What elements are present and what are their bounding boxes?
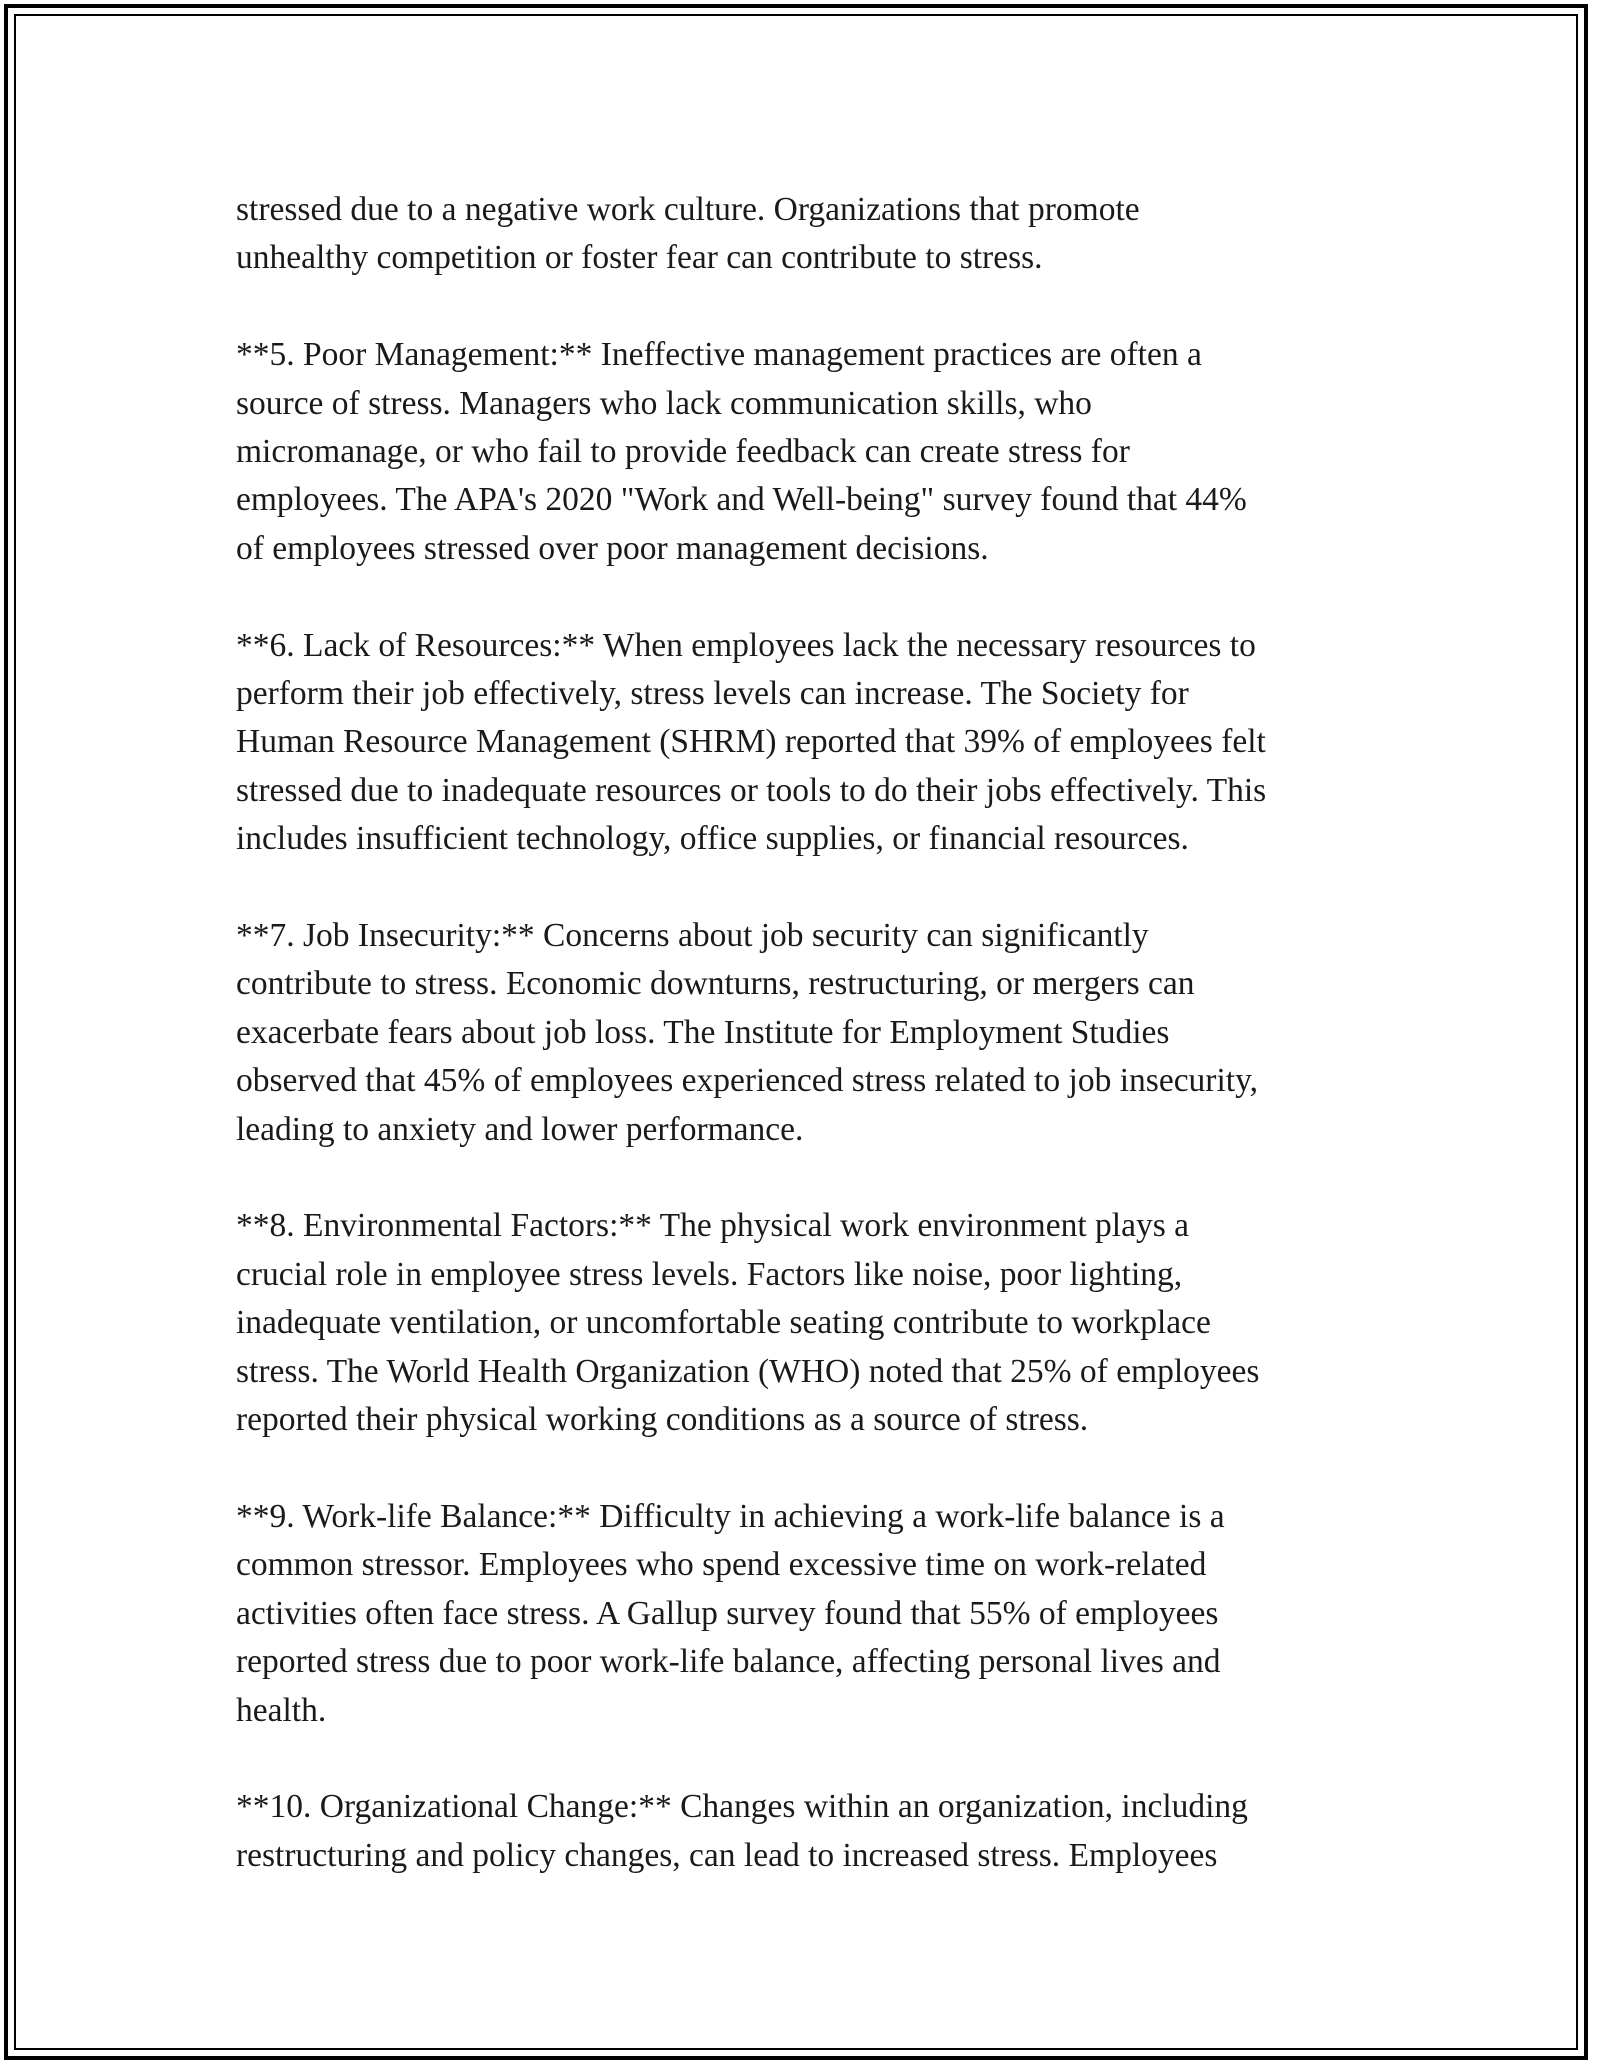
paragraph-organizational-change: **10. Organizational Change:** Changes within an organization, including restructuring and policy changes, can lead to increased stress. Employees xyxy=(236,1788,1248,1874)
paragraph-poor-management: **5. Poor Management:** Ineffective management practices are often a source of stress. Managers who lack communication skills, who micromanage, or who fail to provide feedback can create stress for employees. The APA's 2020 "Work and Well-being" survey found that 44% of employees stressed over poor management decisions. xyxy=(236,336,1247,567)
paragraph-lack-of-resources: **6. Lack of Resources:** When employees lack the necessary resources to perform their job effectively, stress levels can increase. The Society for Human Resource Management (SHRM) reported that 39% of employees felt stressed due to inadequate resources or tools to do their jobs effectively. This includes insufficient technology, office supplies, or financial resources. xyxy=(236,626,1267,858)
document-body xyxy=(236,186,1386,1880)
paragraph-job-insecurity: **7. Job Insecurity:** Concerns about job security can significantly contribute to stress. Economic downturns, restructuring, or mergers can exacerbate fears about job loss. The Institute for Employment Studies observed that 45% of employees experienced stress related to job insecurity, leading to anxiety and lower performance. xyxy=(236,917,1259,1148)
paragraph-work-culture-continued: stressed due to a negative work culture. Organizations that promote unhealthy competition or foster fear can contribute to stress. xyxy=(236,191,1140,277)
paragraph-work-life-balance: **9. Work-life Balance:** Difficulty in achieving a work-life balance is a common stressor. Employees who spend excessive time on work-related activities often face stress. A Gallup survey found that 55% of employees reported stress due to poor work-life balance, affecting personal lives and health. xyxy=(236,1497,1225,1729)
paragraph-environmental-factors: **8. Environmental Factors:** The physical work environment plays a crucial role in employee stress levels. Factors like noise, poor lighting, inadequate ventilation, or uncomfortable seating contribute to workplace stress. The World Health Organization (WHO) noted that 25% of employees reported their physical working conditions as a source of stress. xyxy=(236,1207,1260,1439)
